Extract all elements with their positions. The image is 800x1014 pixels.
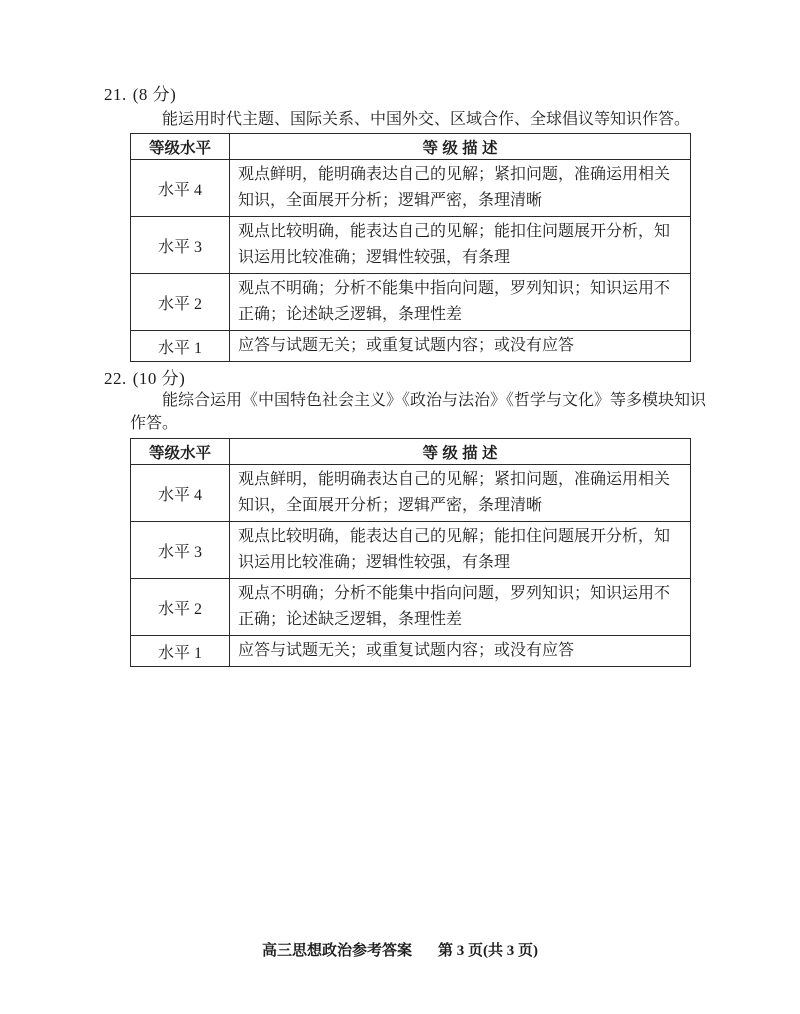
table-row bbox=[131, 274, 691, 331]
desc-cell: 观点比较明确，能表达自己的见解；能扣住问题展开分析，知识运用比较准确；逻辑性较强，有条理 bbox=[230, 522, 691, 579]
table-row bbox=[131, 579, 691, 636]
question-22-rubric-table bbox=[130, 438, 691, 667]
desc-cell: 应答与试题无关；或重复试题内容；或没有应答 bbox=[230, 331, 691, 362]
header-cell-desc: 等 级 描 述 bbox=[230, 134, 691, 160]
question-22-score: (10 分) bbox=[132, 369, 186, 388]
level-cell: 水平 1 bbox=[131, 331, 230, 362]
table-row bbox=[131, 465, 691, 522]
table-row bbox=[131, 636, 691, 667]
question-21-number: 21. bbox=[104, 85, 127, 104]
question-21-heading bbox=[104, 83, 176, 106]
desc-cell: 应答与试题无关；或重复试题内容；或没有应答 bbox=[230, 636, 691, 667]
question-21-intro-line: 能运用时代主题、国际关系、中国外交、区域合作、全球倡议等知识作答。 bbox=[162, 111, 691, 128]
desc-cell: 观点不明确；分析不能集中指向问题，罗列知识；知识运用不正确；论述缺乏逻辑，条理性差 bbox=[230, 274, 691, 331]
header-cell-desc: 等 级 描 述 bbox=[230, 439, 691, 465]
table-row bbox=[131, 217, 691, 274]
level-cell: 水平 3 bbox=[131, 522, 230, 579]
question-21-intro bbox=[130, 108, 692, 131]
desc-cell: 观点不明确；分析不能集中指向问题，罗列知识；知识运用不正确；论述缺乏逻辑，条理性差 bbox=[230, 579, 691, 636]
question-22-heading bbox=[104, 367, 185, 390]
question-22-intro-line-2: 作答。 bbox=[130, 415, 179, 432]
table-row bbox=[131, 160, 691, 217]
level-cell: 水平 2 bbox=[131, 579, 230, 636]
question-22-intro bbox=[130, 389, 707, 435]
table-row bbox=[131, 522, 691, 579]
question-21-rubric-table bbox=[130, 133, 691, 362]
header-cell-level: 等级水平 bbox=[131, 439, 230, 465]
page-footer bbox=[0, 941, 800, 962]
question-22-intro-line-1: 能综合运用《中国特色社会主义》《政治与法治》《哲学与文化》等多模块知识 bbox=[162, 392, 707, 409]
footer-page-info: 第 3 页(共 3 页) bbox=[438, 943, 538, 959]
level-cell: 水平 1 bbox=[131, 636, 230, 667]
table-header-row bbox=[131, 134, 691, 160]
table-row bbox=[131, 331, 691, 362]
question-21-score: (8 分) bbox=[132, 85, 177, 104]
desc-cell: 观点比较明确，能表达自己的见解；能扣住问题展开分析，知识运用比较准确；逻辑性较强，有条理 bbox=[230, 217, 691, 274]
desc-cell: 观点鲜明，能明确表达自己的见解；紧扣问题，准确运用相关知识，全面展开分析；逻辑严密，条理清晰 bbox=[230, 465, 691, 522]
header-cell-level: 等级水平 bbox=[131, 134, 230, 160]
table-header-row bbox=[131, 439, 691, 465]
level-cell: 水平 2 bbox=[131, 274, 230, 331]
question-22-number: 22. bbox=[104, 369, 127, 388]
desc-cell: 观点鲜明，能明确表达自己的见解；紧扣问题，准确运用相关知识，全面展开分析；逻辑严密，条理清晰 bbox=[230, 160, 691, 217]
level-cell: 水平 4 bbox=[131, 465, 230, 522]
level-cell: 水平 3 bbox=[131, 217, 230, 274]
level-cell: 水平 4 bbox=[131, 160, 230, 217]
footer-doc-title: 高三思想政治参考答案 bbox=[261, 943, 412, 959]
